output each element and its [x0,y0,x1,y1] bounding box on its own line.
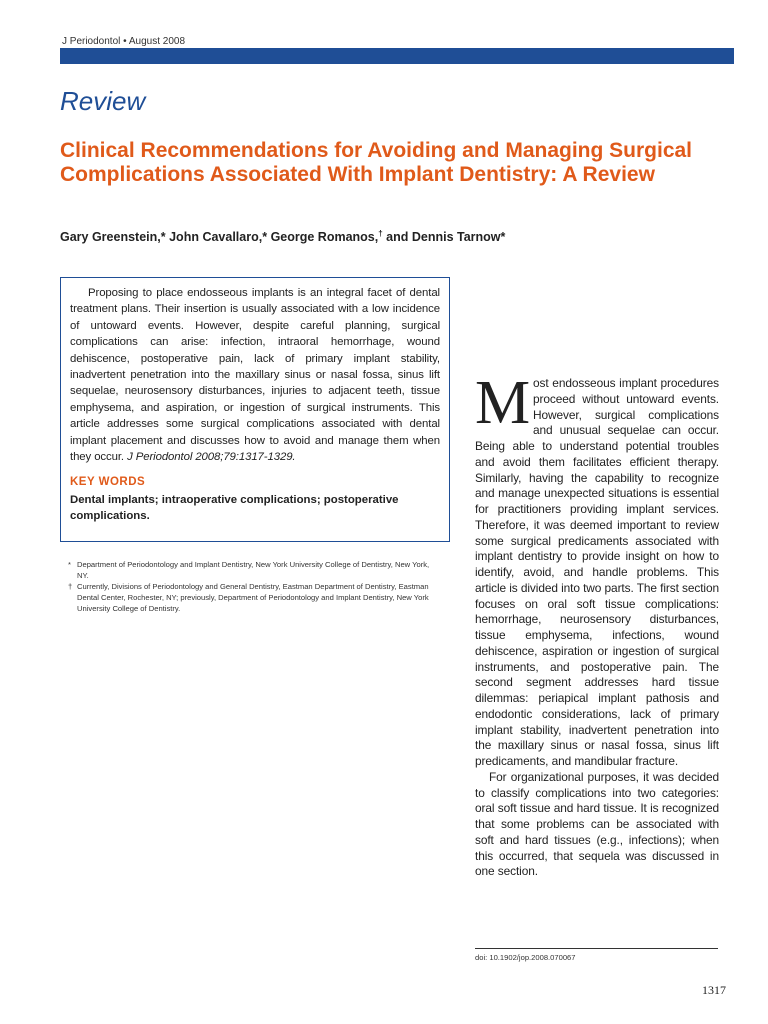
footnote-text: Currently, Divisions of Periodontology and General Dentistry, Eastman Department of Dentistry, Eastman Dental Center, Rochester, NY; previously, Department of Periodontology and Implant Dentistry, New York University College of Dentistry. [77,582,429,613]
author-mark: † [378,229,383,238]
abstract-text [70,285,440,465]
abstract-body: Proposing to place endosseous implants is an integral facet of dental treatment plans. Their insertion is usually associated with a low incidence of untoward events. However, despite careful planning, surgical complications can arise: infection, intraoral hemorrhage, wound dehiscence, postoperative pain, lack of primary implant stability, inadvertent penetration into the maxillary sinus or nasal fossa, sinus lift sequelae, neurosensory disturbances, injuries to adjacent teeth, tissue emphysema, and aspiration, or ingestion of surgical instruments. This article addresses some surgical complications associated with dental implant placement and discusses how to avoid and manage them when they occur. [70,287,440,464]
abstract-box [60,277,450,542]
footnote-rule [475,948,718,949]
header-band [60,48,734,64]
keywords-heading: KEY WORDS [70,476,146,489]
author-name: and Dennis Tarnow [386,230,501,245]
keywords-text: Dental implants; intraoperative complications; postoperative complications. [70,494,399,523]
page-number: 1317 [702,983,726,997]
abstract-citation: J Periodontol 2008;79:1317-1329. [127,451,296,464]
affiliations [68,559,438,614]
article-title: Clinical Recommendations for Avoiding and Managing Surgical Complications Associated With Implant Dentistry: A Review [60,139,693,186]
body-paragraph-text: ost endosseous implant procedures proceed without untoward events. However, surgical complications and unusual sequelae can occur. Being able to understand potential troubles and avoid them facilitates efficient therapy. Similarly, having the capability to recognize and manage unexpected situations is essential for practitioners providing implant services. Therefore, it was deemed important to review some surgical predicaments associated with implant dentistry to provide insight on how to identify, avoid, and handle problems. This article is divided into two parts. The first section focuses on oral soft tissue complications: hemorrhage, neurosensory disturbances, tissue emphysema, infections, wound dehiscence, aspiration or ingestion of surgical instruments, and postoperative pain. The second segment addresses hard tissue dilemmas: periapical implant pathosis and endodontic considerations, lack of primary implant stability, inadvertent penetration into the maxillary sinus or nasal fossa, sinus lift predicaments, and mandibular fracture. [475,376,719,768]
affiliation-footnote [68,559,438,581]
drop-cap: M [475,369,531,437]
author-mark: * [160,230,166,245]
author-name: Gary Greenstein, [60,230,161,245]
body-paragraph: For organizational purposes, it was decided to classify complications into two categories: oral soft tissue and hard tissue. It is recognized that some problems can be associated with soft and hard tissues (e.g., infections); when this occurred, that sequela was discussed in one section. [475,769,719,879]
section-label: Review [60,86,146,116]
author-name: George Romanos, [270,230,379,245]
body-column [475,369,719,880]
author-list [60,229,720,244]
footnote-mark: * [68,560,71,569]
author-mark: * [500,230,506,245]
doi-text: doi: 10.1902/jop.2008.070067 [475,953,576,962]
affiliation-footnote [68,581,438,614]
author-name: John Cavallaro, [169,230,263,245]
author-mark: * [262,230,268,245]
running-head: J Periodontol • August 2008 [62,36,186,47]
body-paragraph [475,369,719,770]
footnote-text: Department of Periodontology and Implant Dentistry, New York University College of Dentistry, New York, NY. [77,560,430,580]
footnote-mark: † [68,582,73,591]
